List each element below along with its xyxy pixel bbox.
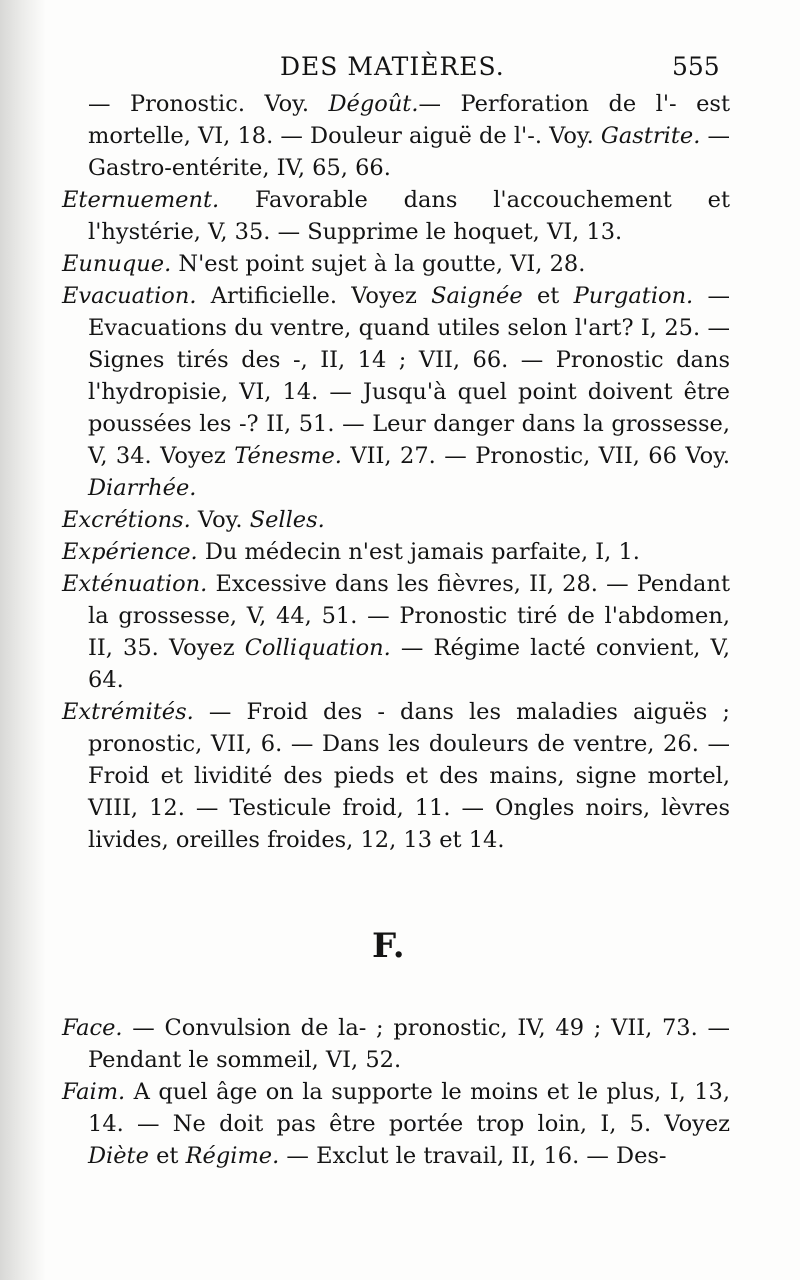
index-column-f (62, 1012, 730, 1172)
index-entry-eternuement: Eternuement. Favorable dans l'accouchement et l'hystérie, V, 35. — Supprime le hoquet, VI, 13. (62, 187, 730, 245)
page-number: 555 (672, 52, 720, 81)
index-entry-experience: Expérience. Du médecin n'est jamais parfaite, I, 1. (62, 539, 640, 565)
entry-headword: Excrétions. (62, 507, 191, 533)
entry-headword: Expérience. (62, 539, 198, 565)
entry-headword: Evacuation. (62, 283, 197, 309)
continued-entry: — Pronostic. Voy. Dégoût.— Perforation de l'- est mortelle, VI, 18. — Douleur aiguë de l'-. Voy. Gastrite. — Gastro-entérite, IV, 65, 66. (88, 91, 731, 181)
index-entry-faim: Faim. A quel âge on la supporte le moins et le plus, I, 13, 14. — Ne doit pas être portée trop loin, I, 5. Voyez Diète et Régime. — Exclut le travail, II, 16. — Des- (62, 1079, 730, 1169)
entry-headword: Exténuation. (62, 571, 208, 597)
index-entry-extenuation: Exténuation. Excessive dans les fièvres, II, 28. — Pendant la grossesse, V, 44, 51. — Pronostic tiré de l'abdomen, II, 35. Voyez Colliquation. — Régime lacté convient, V, 64. (62, 571, 730, 693)
index-entry-face: Face. — Convulsion de la- ; pronostic, IV, 49 ; VII, 73. — Pendant le sommeil, VI, 52. (62, 1015, 730, 1073)
index-entry-evacuation: Evacuation. Artificielle. Voyez Saignée et Purgation. — Evacuations du ventre, quand utiles selon l'art? I, 25. — Signes tirés des -, II, 14 ; VII, 66. — Pronostic dans l'hydropisie, VI, 14. — Jusqu'à quel point doivent être poussées les -? II, 51. — Leur danger dans la grossesse, V, 34. Voyez Ténesme. VII, 27. — Pronostic, VII, 66 Voy. Diarrhée. (62, 283, 730, 501)
entry-headword: Face. (62, 1015, 123, 1041)
index-entry-extremites: Extrémités. — Froid des - dans les maladies aiguës ; pronostic, VII, 6. — Dans les douleurs de ventre, 26. — Froid et lividité des pieds et des mains, signe mortel, VIII, 12. — Testicule froid, 11. — Ongles noirs, lèvres livides, oreilles froides, 12, 13 et 14. (62, 699, 730, 853)
index-column-e (62, 88, 730, 856)
entry-headword: Extrémités. (62, 699, 194, 725)
entry-headword: Faim. (62, 1079, 126, 1105)
page-header (0, 52, 800, 86)
page-gutter-shadow (0, 0, 46, 1280)
entry-headword: Eternuement. (62, 187, 220, 213)
running-title: DES MATIÈRES. (280, 52, 505, 81)
entry-headword: Eunuque. (62, 251, 172, 277)
index-entry-excretions: Excrétions. Voy. Selles. (62, 507, 325, 533)
section-letter-heading: F. (372, 926, 405, 966)
index-entry-eunuque: Eunuque. N'est point sujet à la goutte, VI, 28. (62, 251, 586, 277)
